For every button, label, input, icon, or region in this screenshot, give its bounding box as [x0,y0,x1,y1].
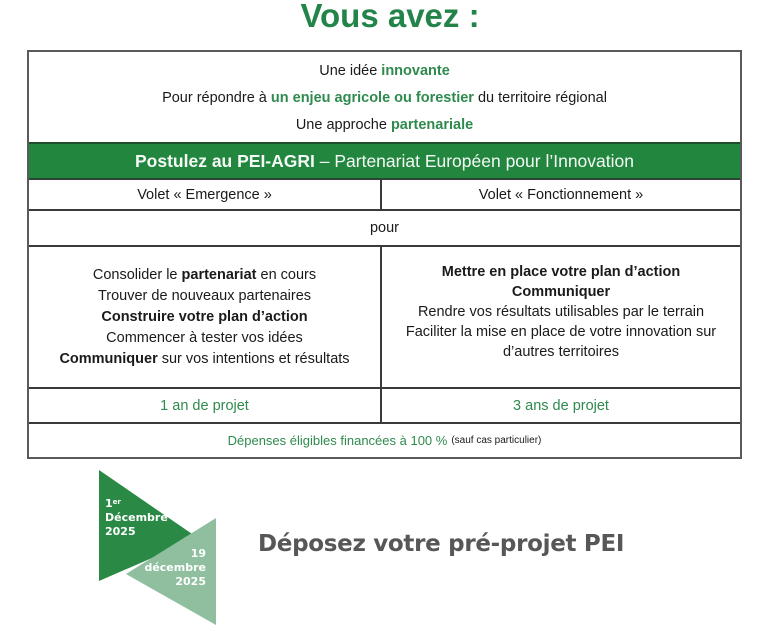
start-year: 2025 [105,525,136,538]
emergence-item: Trouver de nouveaux partenaires [97,287,312,304]
item-text: en cours [256,266,317,283]
intro-text: Une idée [319,62,382,79]
end-date [140,547,206,589]
emergence-item: Construire votre plan d’action [101,308,308,325]
emergence-item [59,349,349,370]
duration-row [29,387,740,422]
start-day-number: 1 [105,497,113,510]
fonctionnement-duration: 3 ans de projet [513,397,609,414]
start-month: Décembre [105,511,168,524]
intro-highlight: innovante [381,62,450,79]
intro-text: Pour répondre à [162,89,271,106]
date-triangles-icon [0,460,240,631]
fonctionnement-item: Faciliter la mise en place de votre innovation sur [405,324,717,340]
intro-row [29,52,740,142]
intro-line-approach [296,112,473,139]
intro-line-challenge [162,85,607,112]
volet-fonctionnement-header: Volet « Fonctionnement » [478,186,644,203]
pei-agri-banner [29,142,740,179]
expenses-cell [29,424,740,457]
start-date [105,497,168,539]
fonctionnement-item: Rendre vos résultats utilisables par le terrain [417,304,705,320]
emergence-objectives [29,247,382,387]
emergence-duration: 1 an de projet [29,389,382,422]
pei-info-table [27,50,742,459]
banner-cell [29,144,740,178]
objectives-row [29,245,740,387]
start-day [105,497,168,511]
intro-cell [29,52,740,142]
item-bold: partenariat [181,266,257,283]
expenses-note: (sauf cas particulier) [451,435,542,446]
start-day-suffix: er [112,498,121,506]
intro-line-idea [319,58,450,85]
intro-highlight: partenariale [390,116,474,133]
page-title: Vous avez : [300,0,480,34]
fonctionnement-objectives [382,247,740,387]
banner-title: Postulez au PEI-AGRI [135,150,315,171]
intro-text: Une approche [295,116,391,133]
fonctionnement-item: Mettre en place votre plan d’action [441,264,681,280]
pour-row [29,209,740,245]
item-bold: Communiquer [59,350,158,367]
dates-graphic [0,460,240,631]
intro-text: du territoire régional [473,89,607,106]
intro-highlight: un enjeu agricole ou forestier [270,89,474,106]
end-month: décembre [144,561,206,574]
submit-preproject-heading: Déposez votre pré-projet PEI [258,531,625,557]
emergence-item [93,265,316,286]
volet-emergence-header: Volet « Emergence » [29,180,382,209]
fonctionnement-item: d’autres territoires [502,344,620,360]
volets-row [29,179,740,209]
emergence-item: Commencer à tester vos idées [106,329,303,346]
item-text: Consolider le [92,266,182,283]
expenses-row [29,422,740,457]
end-day: 19 [190,547,206,560]
banner-subtitle: – Partenariat Européen pour l’Innovation [314,150,634,171]
item-text: sur vos intentions et résultats [157,350,350,367]
end-year: 2025 [175,575,206,588]
expenses-text: Dépenses éligibles financées à 100 % [227,433,448,448]
pour-cell: pour [369,220,400,236]
fonctionnement-item: Communiquer [511,284,611,300]
